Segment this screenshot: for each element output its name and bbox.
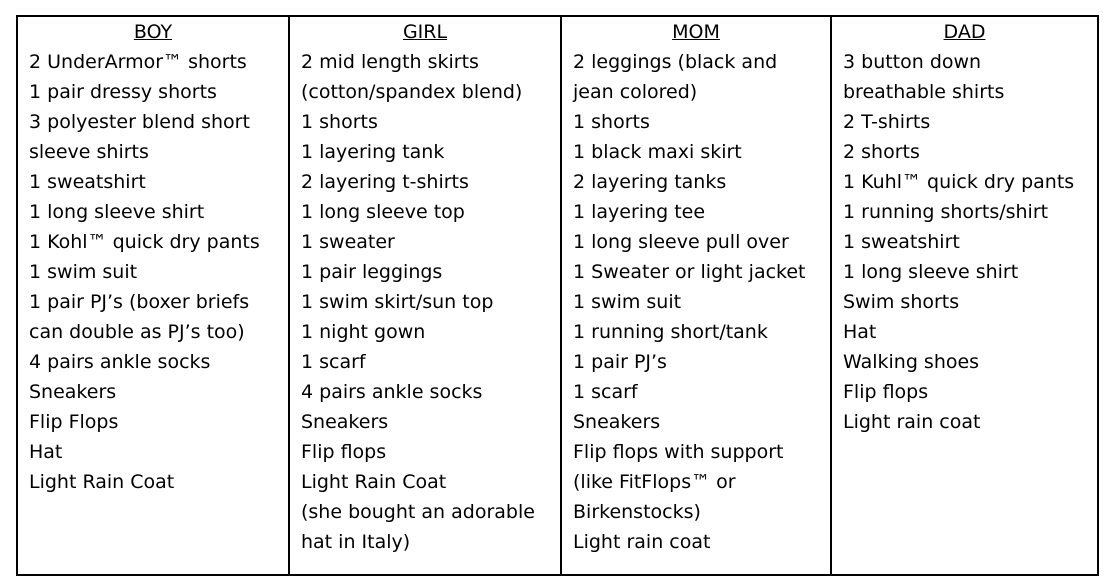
packing-list-table — [16, 15, 1099, 576]
list-item: jean colored) — [573, 81, 698, 103]
column-header-girl: GIRL — [402, 21, 448, 43]
list-item: sleeve shirts — [29, 141, 149, 163]
list-item: Hat — [29, 441, 63, 463]
list-item: 1 long sleeve shirt — [29, 201, 205, 223]
list-item: 4 pairs ankle socks — [301, 381, 483, 403]
list-item: Flip flops — [843, 381, 929, 403]
list-item: 1 sweatshirt — [29, 171, 146, 193]
list-item: breathable shirts — [843, 81, 1005, 103]
list-item: Sneakers — [29, 381, 117, 403]
list-item: (like FitFlops™ or — [573, 471, 736, 493]
list-item: 1 pair PJ’s — [573, 351, 667, 373]
list-item: 1 pair dressy shorts — [29, 81, 217, 103]
column-boy — [18, 17, 290, 574]
list-item: 1 swim suit — [573, 291, 682, 313]
list-item: (she bought an adorable — [301, 501, 535, 523]
list-item: Light Rain Coat — [29, 471, 175, 493]
column-girl — [290, 17, 562, 574]
list-item: 1 shorts — [301, 111, 378, 133]
list-item: Flip flops with support — [573, 441, 784, 463]
list-item: 1 layering tank — [301, 141, 445, 163]
list-item: 1 sweatshirt — [843, 231, 960, 253]
column-dad — [832, 17, 1097, 574]
list-item: 1 long sleeve shirt — [843, 261, 1019, 283]
list-item: 1 pair PJ’s (boxer briefs — [29, 291, 250, 313]
list-item: 4 pairs ankle socks — [29, 351, 211, 373]
column-header-mom: MOM — [672, 21, 720, 43]
list-item: 1 layering tee — [573, 201, 706, 223]
list-item: 2 shorts — [843, 141, 920, 163]
column-mom — [562, 17, 832, 574]
list-item: 1 night gown — [301, 321, 426, 343]
list-item: Sneakers — [573, 411, 661, 433]
list-item: 3 polyester blend short — [29, 111, 250, 133]
list-item: 1 black maxi skirt — [573, 141, 742, 163]
list-item: 1 running short/tank — [573, 321, 768, 343]
list-item: Flip flops — [301, 441, 387, 463]
list-item: 1 swim skirt/sun top — [301, 291, 494, 313]
list-item: Flip Flops — [29, 411, 119, 433]
list-item: 1 scarf — [573, 381, 638, 403]
column-header-boy: BOY — [133, 21, 173, 43]
list-item: 2 layering tanks — [573, 171, 727, 193]
list-item: 2 mid length skirts — [301, 51, 479, 73]
list-item: (cotton/spandex blend) — [301, 81, 523, 103]
list-item: 2 UnderArmor™ shorts — [29, 51, 247, 73]
list-item: 1 swim suit — [29, 261, 138, 283]
list-item: Swim shorts — [843, 291, 960, 313]
list-item: 1 Kuhl™ quick dry pants — [843, 171, 1075, 193]
list-item: 1 shorts — [573, 111, 650, 133]
list-item: 2 T-shirts — [843, 111, 931, 133]
list-item: 3 button down — [843, 51, 982, 73]
list-item: Light rain coat — [573, 531, 711, 553]
list-item: Light rain coat — [843, 411, 981, 433]
list-item: 1 long sleeve pull over — [573, 231, 789, 253]
list-item: 2 leggings (black and — [573, 51, 778, 73]
list-item: Birkenstocks) — [573, 501, 701, 523]
list-item: 1 running shorts/shirt — [843, 201, 1049, 223]
list-item: 1 scarf — [301, 351, 366, 373]
list-item: Walking shoes — [843, 351, 980, 373]
list-item: 1 sweater — [301, 231, 395, 253]
list-item: 1 Sweater or light jacket — [573, 261, 806, 283]
list-item: 1 Kohl™ quick dry pants — [29, 231, 260, 253]
list-item: Light Rain Coat — [301, 471, 447, 493]
list-item: hat in Italy) — [301, 531, 411, 553]
list-item: Sneakers — [301, 411, 389, 433]
list-item: 1 long sleeve top — [301, 201, 465, 223]
column-header-dad: DAD — [943, 21, 986, 43]
list-item: can double as PJ’s too) — [29, 321, 245, 343]
list-item: 2 layering t-shirts — [301, 171, 469, 193]
list-item: 1 pair leggings — [301, 261, 443, 283]
list-item: Hat — [843, 321, 877, 343]
